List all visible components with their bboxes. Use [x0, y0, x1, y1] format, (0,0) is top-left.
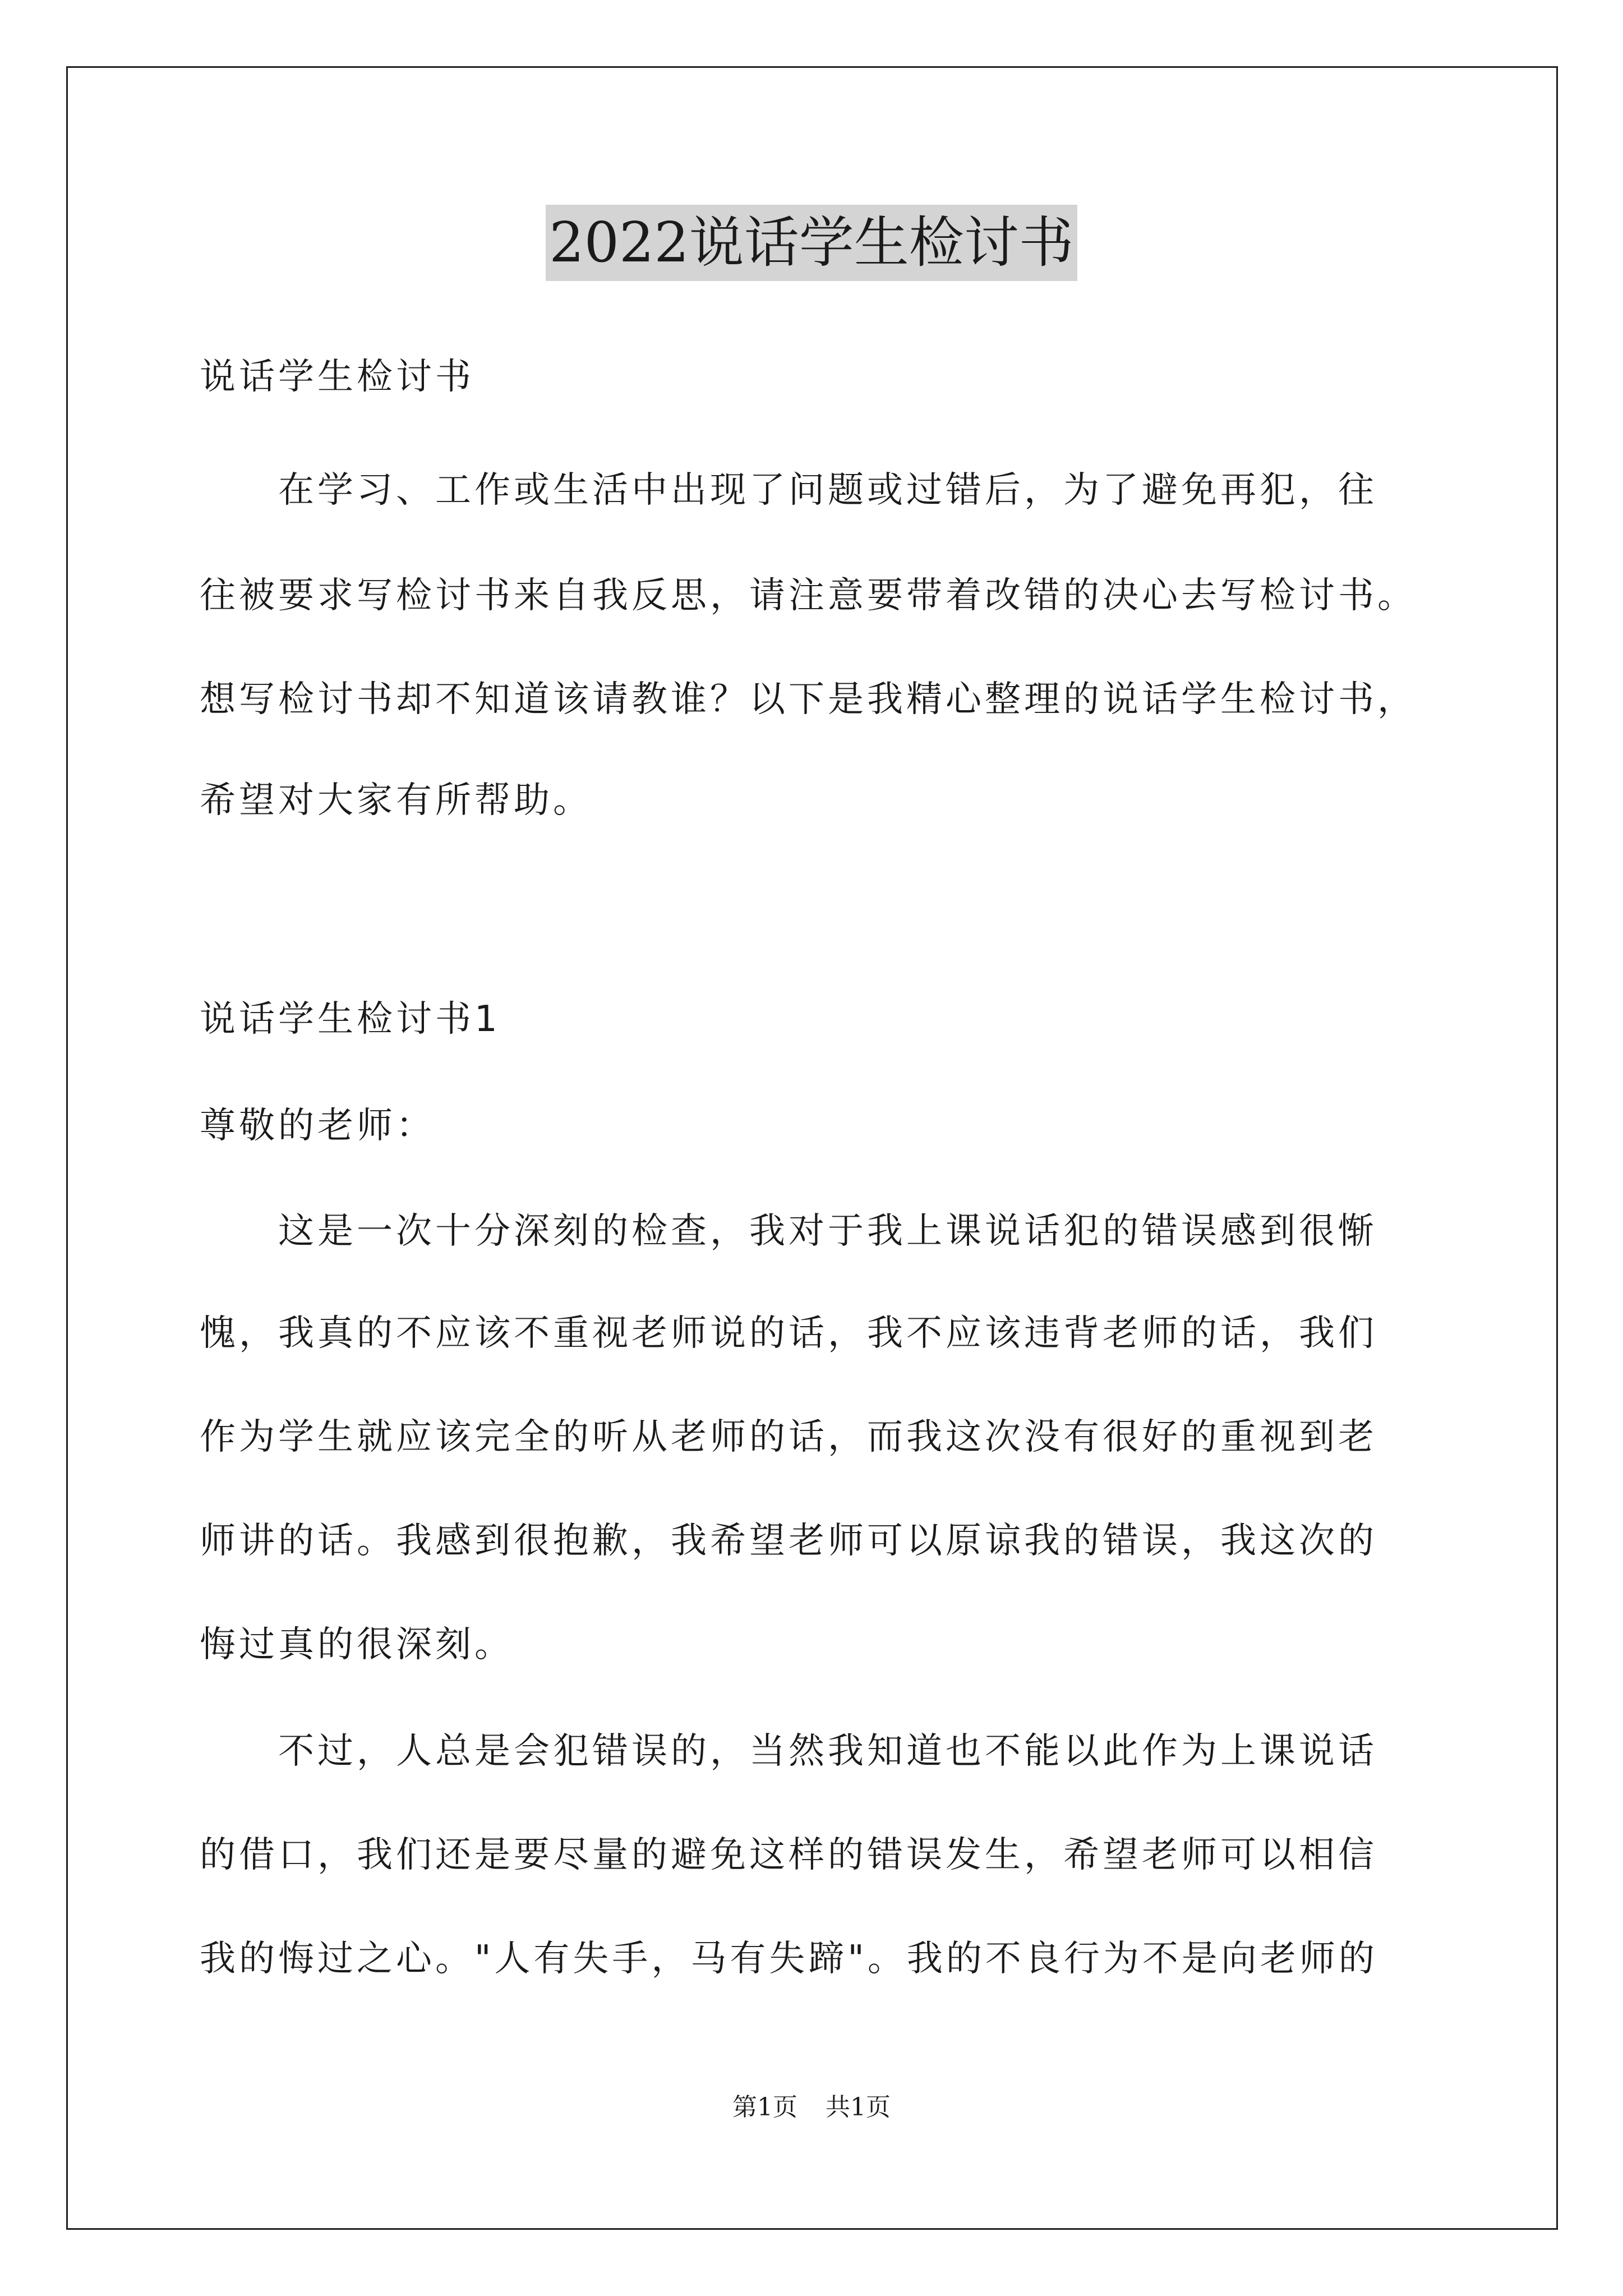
text-line: 说话学生检讨书	[200, 356, 474, 398]
text-line: 想写检讨书却不知道该请教谁？以下是我精心整理的说话学生检讨书，	[200, 679, 1417, 720]
text-line: 希望对大家有所帮助。	[200, 780, 592, 821]
page-number-current: 第1页	[732, 2093, 797, 2122]
text-line: 作为学生就应该完全的听从老师的话，而我这次没有很好的重视到老	[200, 1416, 1377, 1458]
text-line: 说话学生检讨书1	[200, 999, 501, 1040]
text-line: 往被要求写检讨书来自我反思，请注意要带着改错的决心去写检讨书。	[200, 575, 1417, 616]
text-line: 不过，人总是会犯错误的，当然我知道也不能以此作为上课说话	[200, 1731, 1377, 1772]
title-wrap	[0, 205, 1623, 281]
text-line: 悔过真的很深刻。	[200, 1624, 514, 1665]
text-line: 愧，我真的不应该不重视老师说的话，我不应该违背老师的话，我们	[200, 1313, 1377, 1354]
text-line: 我的悔过之心。"人有失手，马有失蹄"。我的不良行为不是向老师的	[200, 1938, 1378, 1980]
page-number-total: 共1页	[826, 2093, 891, 2122]
text-line: 的借口，我们还是要尽量的避免这样的错误发生，希望老师可以相信	[200, 1834, 1377, 1876]
text-line: 这是一次十分深刻的检查，我对于我上课说话犯的错误感到很惭	[200, 1211, 1377, 1252]
document-title: 2022说话学生检讨书	[546, 205, 1077, 281]
text-line: 尊敬的老师：	[200, 1105, 435, 1147]
text-line: 在学习、工作或生活中出现了问题或过错后，为了避免再犯，往	[200, 470, 1377, 511]
text-line: 师讲的话。我感到很抱歉，我希望老师可以原谅我的错误，我这次的	[200, 1520, 1377, 1562]
page-footer	[0, 2087, 1623, 2123]
